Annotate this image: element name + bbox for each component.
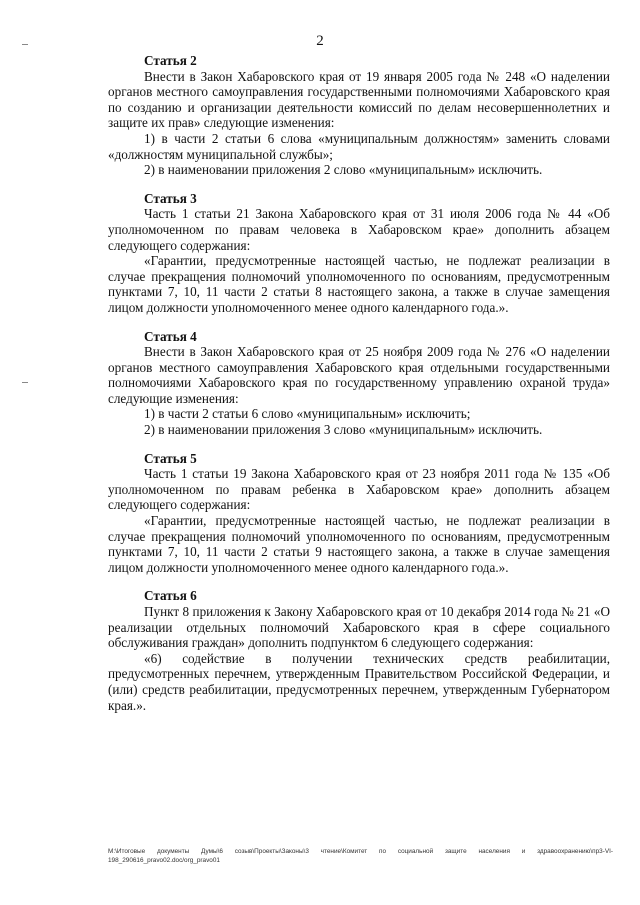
article-5 [108,451,610,576]
page-number: 2 [316,33,324,49]
article-paragraph: 1) в части 2 статьи 6 слово «муниципальным» исключить; [144,406,471,422]
article-6 [108,588,610,713]
margin-tick [22,382,28,383]
article-paragraph: «Гарантии, предусмотренные настоящей частью, не подлежат реализации в случае прекращения полномочий уполномоченного по основаниям, предусмотренным пунктами 7, 10, 11 части 2 статьи 9 настоящего закона, а также в случае замещения лицом должности уполномоченного менее одного календарного года.». [108,513,610,575]
article-paragraph: Внести в Закон Хабаровского края от 19 января 2005 года № 248 «О наделении органов местного самоуправления государственными полномочиями Хабаровского края по созданию и организации деятельности комиссий по делам несовершеннолетних и защите их прав» следующие изменения: [108,68,610,131]
article-heading: Статья 5 [144,450,197,466]
file-path-footer: M:\Итоговые документы Думы\6 созыв\Проекты\Законы\3 чтение\Комитет по социальной защите населения и здравоохранению\пр3-VI-198_290616_pravo02.doc/org_pravo01 [108,848,613,864]
article-paragraph: Часть 1 статьи 21 Закона Хабаровского края от 31 июля 2006 года № 44 «Об уполномоченном по правам человека в Хабаровском крае» дополнить абзацем следующего содержания: [108,206,610,253]
article-paragraph: «6) содействие в получении технических средств реабилитации, предусмотренных перечнем, утвержденным Правительством Российской Федерации, и (или) средств реабилитации, предусмотренных перечнем, утвержденным Губернатором края.». [108,650,610,713]
article-paragraph: Пункт 8 приложения к Закону Хабаровского края от 10 декабря 2014 года № 21 «О реализации отдельных полномочий Хабаровского края в сфере социального обслуживания граждан» дополнить подпунктом 6 следующего содержания: [108,604,610,651]
article-paragraph: Часть 1 статьи 19 Закона Хабаровского края от 23 ноября 2011 года № 135 «Об уполномоченном по правам ребенка в Хабаровском крае» дополнить абзацем следующего содержания: [108,466,610,513]
article-paragraph: 2) в наименовании приложения 3 слово «муниципальным» исключить. [144,422,543,438]
margin-tick [22,44,28,45]
article-4 [108,329,610,438]
article-3 [108,191,610,316]
article-heading: Статья 6 [144,588,197,604]
article-heading: Статья 2 [144,53,197,68]
article-paragraph: Внести в Закон Хабаровского края от 25 ноября 2009 года № 276 «О наделении органов местного самоуправления Хабаровского края отдельными государственными полномочиями Хабаровского края по государственному управлению охраной труда» следующие изменения: [108,344,610,406]
article-heading: Статья 3 [144,190,197,206]
document-body [108,53,610,713]
article-paragraph: 1) в части 2 статьи 6 слова «муниципальным должностям» заменить словами «должностям муниципальной службы»; [108,130,610,162]
article-heading: Статья 4 [144,328,197,344]
article-2 [108,53,610,178]
article-paragraph: 2) в наименовании приложения 2 слово «муниципальным» исключить. [144,162,543,178]
article-paragraph: «Гарантии, предусмотренные настоящей частью, не подлежат реализации в случае прекращения полномочий уполномоченного по основаниям, предусмотренным пунктами 7, 10, 11 части 2 статьи 8 настоящего закона, а также в случае замещения лицом должности уполномоченного менее одного календарного года.». [108,253,610,315]
